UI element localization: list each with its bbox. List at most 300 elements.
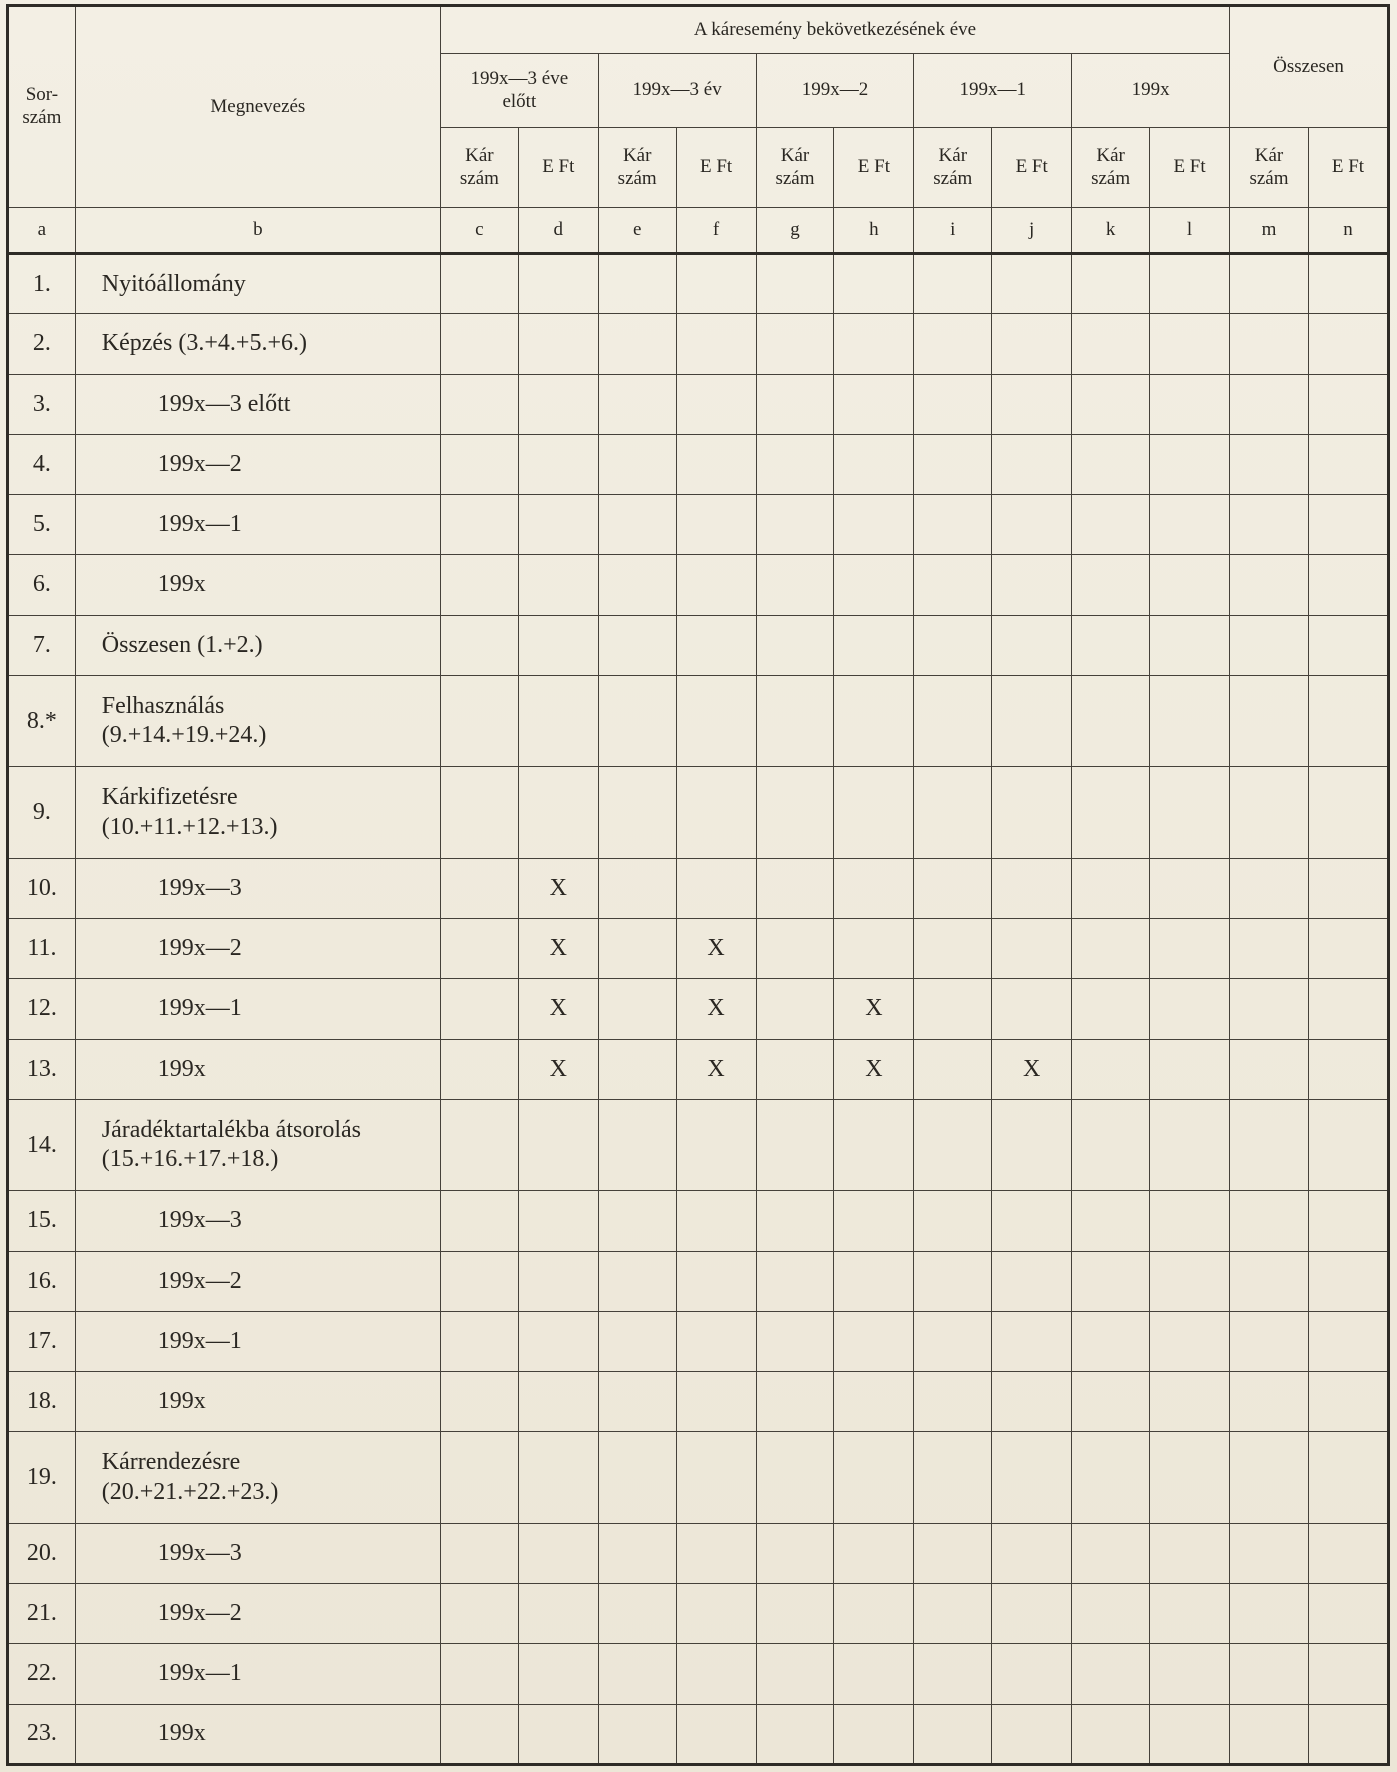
excluded-mark: X	[834, 1039, 914, 1099]
value-cell	[676, 374, 756, 434]
value-cell	[1072, 1191, 1150, 1251]
value-cell	[598, 858, 676, 918]
value-cell	[914, 254, 992, 314]
value-cell	[834, 1584, 914, 1644]
value-cell	[992, 1432, 1072, 1523]
row-label: 199x	[75, 1372, 440, 1432]
value-cell	[518, 1099, 598, 1190]
excluded-mark: X	[518, 979, 598, 1039]
value-cell	[992, 374, 1072, 434]
header-kar-szam-label: Kár szám	[1249, 144, 1289, 189]
row-label: 199x—1	[75, 1311, 440, 1371]
value-cell	[834, 1523, 914, 1583]
excluded-mark: X	[518, 919, 598, 979]
value-cell	[992, 495, 1072, 555]
header-year-label: 199x—1	[959, 79, 1026, 101]
value-cell	[1308, 1191, 1388, 1251]
value-cell	[518, 495, 598, 555]
value-cell	[440, 374, 518, 434]
value-cell	[756, 434, 834, 494]
header-rownum	[8, 6, 76, 208]
value-cell	[1308, 767, 1388, 858]
value-cell	[440, 555, 518, 615]
value-cell	[834, 314, 914, 374]
value-cell	[1308, 615, 1388, 675]
value-cell	[518, 1432, 598, 1523]
value-cell	[914, 1039, 992, 1099]
value-cell	[992, 675, 1072, 766]
value-cell	[1072, 434, 1150, 494]
value-cell	[756, 1584, 834, 1644]
header-kar-szam-label: Kár szám	[775, 144, 815, 189]
value-cell	[992, 767, 1072, 858]
value-cell	[914, 1372, 992, 1432]
header-kar-szam-label: Kár szám	[1091, 144, 1131, 189]
value-cell	[440, 919, 518, 979]
value-cell	[598, 314, 676, 374]
value-cell	[756, 1191, 834, 1251]
value-cell	[1308, 1099, 1388, 1190]
row-label: 199x—3	[75, 1191, 440, 1251]
value-cell	[1072, 767, 1150, 858]
value-cell	[1072, 1432, 1150, 1523]
value-cell	[834, 1311, 914, 1371]
value-cell	[1150, 1704, 1230, 1764]
value-cell	[756, 254, 834, 314]
row-label: 199x—3	[75, 1523, 440, 1583]
value-cell	[1308, 858, 1388, 918]
value-cell	[1072, 1311, 1150, 1371]
value-cell	[518, 314, 598, 374]
value-cell	[1150, 1251, 1230, 1311]
value-cell	[756, 314, 834, 374]
value-cell	[1308, 1584, 1388, 1644]
value-cell	[834, 555, 914, 615]
value-cell	[834, 1432, 914, 1523]
value-cell	[598, 615, 676, 675]
value-cell	[1150, 1644, 1230, 1704]
value-cell	[992, 1704, 1072, 1764]
excluded-mark: X	[676, 1039, 756, 1099]
value-cell	[1150, 767, 1230, 858]
table-header	[8, 6, 1389, 254]
value-cell	[1072, 254, 1150, 314]
value-cell	[676, 555, 756, 615]
row-number: 20.	[8, 1523, 76, 1583]
value-cell	[1150, 254, 1230, 314]
value-cell	[676, 314, 756, 374]
value-cell	[1230, 1311, 1309, 1371]
value-cell	[676, 1372, 756, 1432]
row-label: 199x—2	[75, 1584, 440, 1644]
value-cell	[1308, 919, 1388, 979]
value-cell	[1150, 1311, 1230, 1371]
value-cell	[598, 1311, 676, 1371]
value-cell	[1308, 1311, 1388, 1371]
value-cell	[676, 1191, 756, 1251]
value-cell	[598, 1251, 676, 1311]
value-cell	[1230, 615, 1309, 675]
row-number: 23.	[8, 1704, 76, 1764]
table-row	[8, 1644, 1389, 1704]
value-cell	[440, 1191, 518, 1251]
value-cell	[518, 675, 598, 766]
header-year-3	[914, 54, 1072, 128]
value-cell	[756, 374, 834, 434]
header-year-label: 199x—3 éve előtt	[470, 67, 569, 112]
value-cell	[992, 1523, 1072, 1583]
value-cell	[756, 1039, 834, 1099]
value-cell	[1230, 555, 1309, 615]
value-cell	[914, 979, 992, 1039]
header-group	[440, 6, 1229, 54]
value-cell	[914, 1704, 992, 1764]
value-cell	[440, 858, 518, 918]
value-cell	[1230, 1372, 1309, 1432]
table-row	[8, 1251, 1389, 1311]
value-cell	[1150, 615, 1230, 675]
table-row	[8, 675, 1389, 766]
row-label: 199x—2	[75, 1251, 440, 1311]
value-cell	[834, 675, 914, 766]
value-cell	[914, 1191, 992, 1251]
header-kar-szam	[756, 128, 834, 208]
row-label: Felhasználás (9.+14.+19.+24.)	[75, 675, 440, 766]
value-cell	[440, 1372, 518, 1432]
value-cell	[440, 1523, 518, 1583]
table-row	[8, 1191, 1389, 1251]
value-cell	[834, 434, 914, 494]
value-cell	[992, 1644, 1072, 1704]
header-letter-e: e	[598, 208, 676, 254]
value-cell	[1150, 1039, 1230, 1099]
row-number: 7.	[8, 615, 76, 675]
row-label: Képzés (3.+4.+5.+6.)	[75, 314, 440, 374]
table-row	[8, 495, 1389, 555]
value-cell	[518, 1191, 598, 1251]
header-year-1	[598, 54, 756, 128]
header-eft-label: E Ft	[1173, 156, 1206, 178]
table-row	[8, 979, 1389, 1039]
value-cell	[1150, 495, 1230, 555]
value-cell	[1150, 374, 1230, 434]
reserve-movement-table	[6, 4, 1390, 1766]
value-cell	[1308, 314, 1388, 374]
value-cell	[440, 675, 518, 766]
value-cell	[598, 434, 676, 494]
value-cell	[598, 1584, 676, 1644]
header-kar-szam	[440, 128, 518, 208]
value-cell	[518, 767, 598, 858]
value-cell	[756, 1099, 834, 1190]
row-label: 199x—1	[75, 1644, 440, 1704]
row-number: 19.	[8, 1432, 76, 1523]
header-eft	[1150, 128, 1230, 208]
value-cell	[992, 1372, 1072, 1432]
header-letter-a: a	[8, 208, 76, 254]
value-cell	[598, 1039, 676, 1099]
row-number: 21.	[8, 1584, 76, 1644]
header-letter-row	[8, 208, 1389, 254]
value-cell	[598, 495, 676, 555]
header-eft-label: E Ft	[699, 156, 733, 178]
value-cell	[1308, 555, 1388, 615]
value-cell	[598, 675, 676, 766]
header-kar-szam	[1072, 128, 1150, 208]
table-row	[8, 767, 1389, 858]
value-cell	[914, 1584, 992, 1644]
value-cell	[756, 979, 834, 1039]
row-label: 199x	[75, 1704, 440, 1764]
row-number: 11.	[8, 919, 76, 979]
value-cell	[1230, 1584, 1309, 1644]
value-cell	[756, 495, 834, 555]
value-cell	[834, 1372, 914, 1432]
excluded-mark: X	[518, 858, 598, 918]
value-cell	[1308, 1704, 1388, 1764]
value-cell	[992, 1311, 1072, 1371]
header-letter-g: g	[756, 208, 834, 254]
header-name	[75, 6, 440, 208]
value-cell	[1230, 919, 1309, 979]
value-cell	[518, 1311, 598, 1371]
value-cell	[1072, 1644, 1150, 1704]
header-year-2	[756, 54, 914, 128]
value-cell	[834, 374, 914, 434]
value-cell	[756, 1311, 834, 1371]
value-cell	[518, 1523, 598, 1583]
value-cell	[1230, 314, 1309, 374]
value-cell	[1230, 434, 1309, 494]
row-number: 1.	[8, 254, 76, 314]
value-cell	[440, 1039, 518, 1099]
value-cell	[1072, 1523, 1150, 1583]
row-number: 3.	[8, 374, 76, 434]
value-cell	[992, 1191, 1072, 1251]
value-cell	[834, 1251, 914, 1311]
value-cell	[518, 555, 598, 615]
header-eft	[518, 128, 598, 208]
value-cell	[992, 1251, 1072, 1311]
value-cell	[1230, 1432, 1309, 1523]
header-letter-c: c	[440, 208, 518, 254]
value-cell	[914, 374, 992, 434]
value-cell	[914, 615, 992, 675]
header-eft-label: E Ft	[542, 156, 575, 178]
value-cell	[834, 1704, 914, 1764]
row-label: Járadéktartalékba átsorolás (15.+16.+17.+18.)	[75, 1099, 440, 1190]
table-row	[8, 1584, 1389, 1644]
table-row	[8, 1372, 1389, 1432]
value-cell	[756, 1523, 834, 1583]
row-number: 22.	[8, 1644, 76, 1704]
row-label: 199x—3	[75, 858, 440, 918]
header-kar-szam-label: Kár szám	[933, 144, 973, 189]
excluded-mark: X	[834, 979, 914, 1039]
value-cell	[914, 858, 992, 918]
value-cell	[676, 1704, 756, 1764]
value-cell	[1072, 1704, 1150, 1764]
value-cell	[756, 1432, 834, 1523]
row-number: 17.	[8, 1311, 76, 1371]
value-cell	[440, 767, 518, 858]
row-label: 199x—1	[75, 979, 440, 1039]
header-year-label: 199x	[1131, 79, 1170, 101]
header-kar-szam	[598, 128, 676, 208]
value-cell	[756, 858, 834, 918]
value-cell	[756, 1251, 834, 1311]
value-cell	[914, 434, 992, 494]
row-label: Nyitóállomány	[75, 254, 440, 314]
excluded-mark: X	[676, 979, 756, 1039]
value-cell	[992, 615, 1072, 675]
table-row	[8, 1432, 1389, 1523]
table-row	[8, 919, 1389, 979]
value-cell	[756, 1704, 834, 1764]
value-cell	[914, 767, 992, 858]
value-cell	[992, 919, 1072, 979]
value-cell	[440, 1704, 518, 1764]
header-eft	[1308, 128, 1388, 208]
value-cell	[914, 555, 992, 615]
value-cell	[598, 374, 676, 434]
value-cell	[598, 919, 676, 979]
header-total-label: Összesen	[1273, 55, 1344, 77]
table-row	[8, 1311, 1389, 1371]
header-year-label: 199x—3 év	[632, 79, 722, 101]
value-cell	[1308, 675, 1388, 766]
value-cell	[518, 1251, 598, 1311]
value-cell	[1308, 254, 1388, 314]
value-cell	[440, 254, 518, 314]
value-cell	[1308, 495, 1388, 555]
value-cell	[1072, 555, 1150, 615]
value-cell	[834, 495, 914, 555]
value-cell	[518, 1644, 598, 1704]
header-letter-k: k	[1072, 208, 1150, 254]
row-label: Kárkifizetésre (10.+11.+12.+13.)	[75, 767, 440, 858]
value-cell	[598, 1432, 676, 1523]
value-cell	[834, 1644, 914, 1704]
value-cell	[914, 1523, 992, 1583]
value-cell	[676, 675, 756, 766]
value-cell	[598, 1099, 676, 1190]
value-cell	[756, 919, 834, 979]
value-cell	[598, 1191, 676, 1251]
excluded-mark: X	[676, 919, 756, 979]
header-name-label: Megnevezés	[210, 95, 306, 117]
value-cell	[914, 1311, 992, 1371]
row-label: 199x—1	[75, 495, 440, 555]
value-cell	[1230, 767, 1309, 858]
value-cell	[914, 1644, 992, 1704]
value-cell	[756, 1372, 834, 1432]
value-cell	[1150, 434, 1230, 494]
row-label: 199x	[75, 1039, 440, 1099]
value-cell	[518, 434, 598, 494]
value-cell	[756, 1644, 834, 1704]
value-cell	[1230, 254, 1309, 314]
header-year-0	[440, 54, 598, 128]
header-kar-szam	[914, 128, 992, 208]
value-cell	[676, 1311, 756, 1371]
value-cell	[1230, 1704, 1309, 1764]
value-cell	[914, 1251, 992, 1311]
table-row	[8, 1039, 1389, 1099]
value-cell	[1230, 858, 1309, 918]
header-letter-j: j	[992, 208, 1072, 254]
header-eft	[992, 128, 1072, 208]
header-eft	[834, 128, 914, 208]
value-cell	[1308, 1523, 1388, 1583]
value-cell	[756, 615, 834, 675]
value-cell	[1150, 675, 1230, 766]
value-cell	[1230, 495, 1309, 555]
value-cell	[518, 254, 598, 314]
value-cell	[992, 858, 1072, 918]
row-label: 199x—2	[75, 434, 440, 494]
value-cell	[1072, 1372, 1150, 1432]
value-cell	[440, 495, 518, 555]
header-kar-szam-label: Kár szám	[459, 144, 499, 189]
value-cell	[1150, 1099, 1230, 1190]
header-group-label: A káresemény bekövetkezésének éve	[693, 18, 977, 40]
value-cell	[1230, 374, 1309, 434]
value-cell	[1230, 979, 1309, 1039]
value-cell	[676, 1584, 756, 1644]
value-cell	[1072, 314, 1150, 374]
table-row	[8, 1523, 1389, 1583]
header-letter-l: l	[1150, 208, 1230, 254]
row-number: 2.	[8, 314, 76, 374]
header-year-label: 199x—2	[801, 79, 869, 101]
value-cell	[440, 434, 518, 494]
value-cell	[1150, 1523, 1230, 1583]
value-cell	[1230, 1191, 1309, 1251]
header-letter-b: b	[75, 208, 440, 254]
value-cell	[676, 1099, 756, 1190]
table-row	[8, 314, 1389, 374]
value-cell	[676, 767, 756, 858]
header-total	[1230, 6, 1389, 128]
value-cell	[834, 1099, 914, 1190]
value-cell	[440, 1644, 518, 1704]
row-label: Kárrendezésre (20.+21.+22.+23.)	[75, 1432, 440, 1523]
value-cell	[676, 858, 756, 918]
value-cell	[1150, 1191, 1230, 1251]
value-cell	[1072, 979, 1150, 1039]
value-cell	[440, 615, 518, 675]
value-cell	[518, 1704, 598, 1764]
value-cell	[598, 1523, 676, 1583]
value-cell	[440, 1251, 518, 1311]
table-row	[8, 555, 1389, 615]
value-cell	[598, 1372, 676, 1432]
value-cell	[834, 1191, 914, 1251]
value-cell	[914, 675, 992, 766]
row-number: 8.*	[8, 675, 76, 766]
row-number: 10.	[8, 858, 76, 918]
value-cell	[440, 1432, 518, 1523]
header-kar-szam-label: Kár szám	[617, 144, 657, 189]
value-cell	[440, 1099, 518, 1190]
row-number: 14.	[8, 1099, 76, 1190]
table-row	[8, 374, 1389, 434]
table-row	[8, 1099, 1389, 1190]
value-cell	[676, 1432, 756, 1523]
value-cell	[834, 858, 914, 918]
value-cell	[834, 919, 914, 979]
